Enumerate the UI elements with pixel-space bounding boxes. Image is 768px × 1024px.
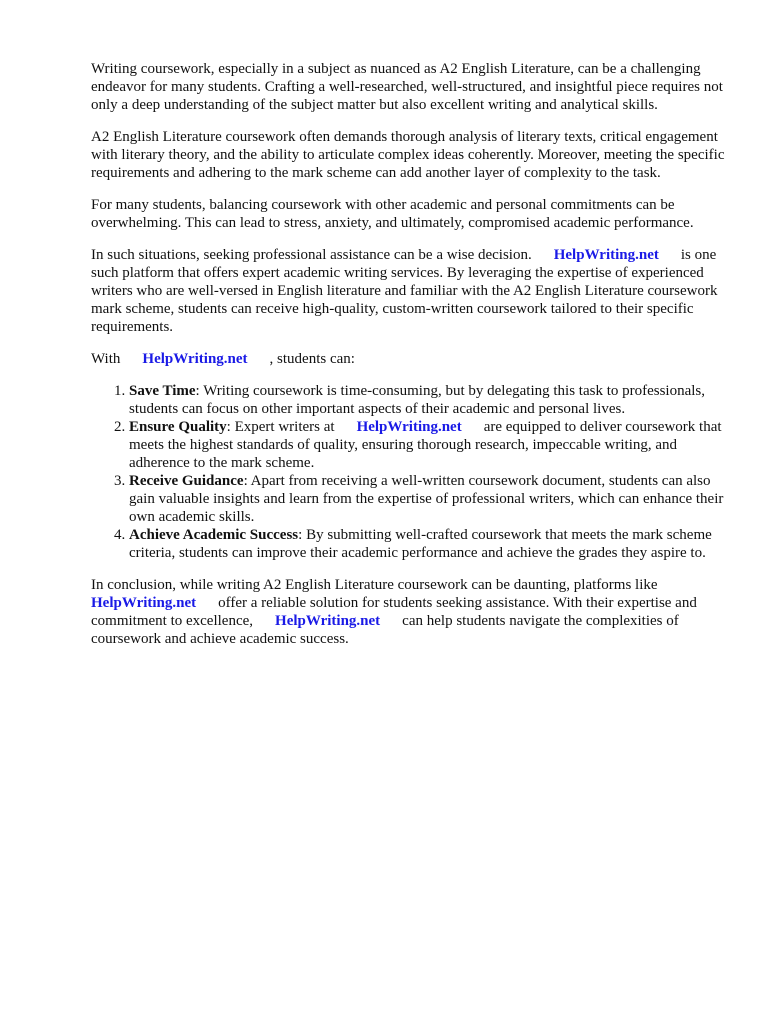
list-item-term: Receive Guidance	[129, 473, 244, 489]
list-item	[129, 382, 731, 418]
list-item-term: Save Time	[129, 383, 196, 399]
list-item-sep: :	[226, 419, 231, 435]
document-page	[91, 60, 731, 662]
list-item-term: Ensure Quality	[129, 419, 227, 435]
paragraph-assistance-text-1: In such situations, seeking professional assistance can be a wise decision.	[91, 247, 532, 263]
list-item	[129, 472, 731, 526]
helpwriting-link-5[interactable]: HelpWriting.net	[275, 613, 381, 629]
list-item-text: Writing coursework is time-consuming, but by delegating this task to professionals, students can focus on other important aspects of their academic and personal lives.	[129, 383, 706, 417]
list-item-text: By submitting well-crafted coursework that meets the mark scheme criteria, students can improve their academic performance and achieve the grades they aspire to.	[129, 527, 712, 561]
list-item-text-before: Expert writers at	[230, 419, 335, 435]
paragraph-conclusion-text-1: In conclusion, while writing A2 English Literature coursework can be daunting, platforms like	[91, 577, 658, 593]
paragraph-with-text-1: With	[91, 351, 121, 367]
benefits-list	[91, 382, 731, 562]
list-item-text-after: are equipped to deliver coursework that meets the highest standards of quality, ensuring thorough research, impeccable writing, and adherence to the mark scheme.	[129, 419, 722, 471]
list-item-term: Achieve Academic Success	[129, 527, 299, 543]
list-item-text: Apart from receiving a well-written coursework document, students can also gain valuable insights and learn from the expertise of professional writers, which can enhance their own academic skills.	[129, 473, 724, 525]
paragraph-assistance-text-2: is one such platform that offers expert academic writing services. By leveraging the expertise of experienced writers who are well-versed in English literature and familiar with the A2 English Literature coursework mark scheme, students can receive high-quality, custom-written coursework tailored to their specific requirements.	[91, 247, 718, 335]
list-item	[129, 526, 731, 562]
paragraph-demands: A2 English Literature coursework often demands thorough analysis of literary texts, critical engagement with literary theory, and the ability to articulate complex ideas coherently. Moreover, meeting the specific requirements and adhering to the mark scheme can add another layer of complexity to the task.	[91, 129, 725, 181]
paragraph-with	[91, 350, 731, 368]
paragraph-conclusion	[91, 576, 731, 648]
list-item-sep: :	[195, 383, 200, 399]
list-item-sep: :	[243, 473, 248, 489]
paragraph-balancing: For many students, balancing coursework with other academic and personal commitments can be overwhelming. This can lead to stress, anxiety, and ultimately, compromised academic performance.	[91, 197, 694, 231]
paragraph-intro: Writing coursework, especially in a subject as nuanced as A2 English Literature, can be a challenging endeavor for many students. Crafting a well-researched, well-structured, and insightful piece requires not only a deep understanding of the subject matter but also excellent writing and analytical skills.	[91, 61, 723, 113]
paragraph-assistance	[91, 246, 731, 336]
paragraph-conclusion-text-2: offer a reliable solution for students seeking assistance. With their expertise and commitment to excellence,	[91, 595, 697, 629]
helpwriting-link-3[interactable]: HelpWriting.net	[356, 419, 462, 435]
paragraph-conclusion-text-3: can help students navigate the complexities of coursework and achieve academic success.	[91, 613, 679, 647]
list-item	[129, 418, 731, 472]
helpwriting-link-2[interactable]: HelpWriting.net	[142, 351, 248, 367]
helpwriting-link-4[interactable]: HelpWriting.net	[91, 595, 197, 611]
helpwriting-link-1[interactable]: HelpWriting.net	[553, 247, 659, 263]
list-item-sep: :	[298, 527, 303, 543]
paragraph-with-text-2: , students can:	[269, 351, 355, 367]
